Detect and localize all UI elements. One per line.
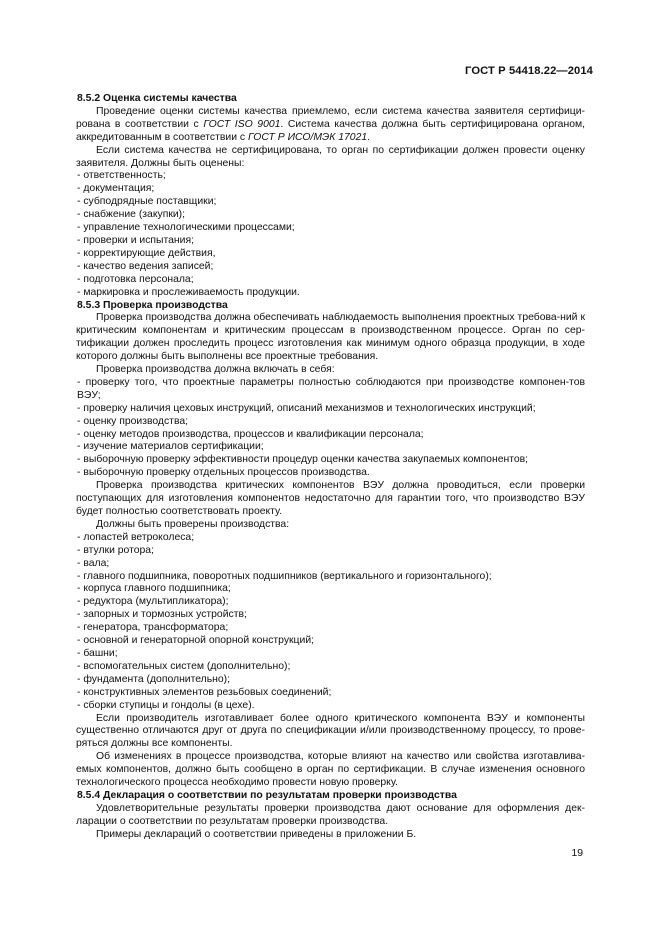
- list-item: - оценку производства;: [77, 415, 189, 427]
- section-heading-8-5-2: 8.5.2 Оценка системы качества: [77, 93, 237, 104]
- list-item: - корпуса главного подшипника;: [77, 583, 231, 595]
- list-item: - башни;: [77, 647, 118, 659]
- list-item: - документация;: [77, 183, 155, 195]
- list-item: - лопастей ветроколеса;: [77, 531, 195, 543]
- standard-reference: ГОСТ ISO 9001: [203, 118, 281, 130]
- paragraph: Если производитель изготавливает более одного критического компонента ВЭУ и компоненты существенно отличаются друг от друга по спецификации и/или производственному процессу, то прове-ряться должны все компоненты.: [76, 712, 585, 750]
- paragraph: Удовлетворительные результаты проверки производства дают основание для оформления дек-ларации о соответствии по результатам проверки производства.: [76, 802, 585, 827]
- list-item: - вала;: [77, 557, 110, 569]
- text-run: Проведение оценки системы качества приемлемо, если система качества заявителя сертифици-рована в соответствии с: [76, 105, 585, 130]
- list-item: - ответственность;: [77, 170, 166, 182]
- bullet-list: [76, 532, 585, 713]
- paragraph: Проверка производства должна включать в себя:: [96, 364, 335, 376]
- list-item: - генератора, трансформатора;: [77, 622, 229, 634]
- list-item: - управление технологическими процессами;: [77, 222, 295, 234]
- list-item: - запорных и тормозных устройств;: [77, 609, 247, 621]
- text-run: .: [367, 131, 371, 143]
- list-item: - выборочную проверку отдельных процессов производства.: [77, 467, 370, 479]
- list-item: - вспомогательных систем (дополнительно);: [77, 660, 291, 672]
- page-number: 19: [571, 848, 583, 859]
- list-item: - выборочную проверку эффективности процедур оценки качества закупаемых компонентов;: [77, 454, 529, 466]
- paragraph: Должны быть проверены производства:: [96, 518, 290, 530]
- list-item: - фундамента (дополнительно);: [77, 673, 231, 685]
- standard-reference: ГОСТ Р ИСО/МЭК 17021: [247, 131, 368, 143]
- paragraph: [76, 106, 585, 145]
- list-item: - корректирующие действия,: [77, 247, 216, 259]
- document-body: [76, 93, 585, 842]
- list-item: - изучение материалов сертификации;: [77, 441, 264, 453]
- paragraph: Примеры деклараций о соответствии приведены в приложении Б.: [96, 828, 417, 840]
- list-item: - субподрядные поставщики;: [77, 196, 217, 208]
- list-item: - конструктивных элементов резьбовых соединений;: [77, 686, 332, 698]
- list-item: - редуктора (мультипликатора);: [77, 596, 229, 608]
- list-item: - основной и генераторной опорной конструкций;: [77, 635, 315, 647]
- paragraph: Об изменениях в процессе производства, которые влияют на качество или свойства изготавлива-емых компонентов, должно быть сообщено в орган по сертификации. В случае изменения основного технологического процесса необходимо провести новую проверку.: [76, 751, 585, 789]
- paragraph: Проверка производства должна обеспечивать наблюдаемость выполнения проектных требова-ний к критическим компонентам и критическим процессам в производственном процессе. Орган по сер-тификации должен проследить процесс изготовления как минимум одного образца продукции, в ходе которого должны быть выполнены все проектные требования.: [76, 312, 585, 363]
- list-item: - втулки ротора;: [77, 544, 154, 556]
- list-item: - сборки ступицы и гондолы (в цехе).: [77, 699, 255, 711]
- bullet-list: [76, 170, 585, 299]
- list-item: - подготовка персонала;: [77, 273, 194, 285]
- paragraph: Если система качества не сертифицирована, то орган по сертификации должен провести оценку заявителя. Должны быть оценены:: [76, 144, 585, 169]
- section-heading-8-5-4: 8.5.4 Декларация о соответствии по результатам проверки производства: [77, 789, 457, 801]
- list-item: - маркировка и прослеживаемость продукции.: [77, 286, 300, 298]
- text-run: . Система качества должна быть сертифицирована органом, аккредитованным в соответствии с: [76, 118, 586, 143]
- list-item: - проверку того, что проектные параметры полностью соблюдаются при производстве компонен-тов ВЭУ;: [77, 376, 585, 401]
- list-item: - проверку наличия цеховых инструкций, описаний механизмов и технологических инструкций;: [77, 402, 536, 414]
- list-item: - оценку методов производства, процессов и квалификации персонала;: [77, 428, 424, 440]
- document-code-header: ГОСТ Р 54418.22—2014: [465, 65, 593, 77]
- paragraph: Проверка производства критических компонентов ВЭУ должна проводиться, если проверки поступающих для изготовления компонентов недостаточно для гарантии того, что производство ВЭУ будет полностью соответствовать проекту.: [76, 480, 585, 517]
- bullet-list: [76, 377, 585, 480]
- list-item: - качество ведения записей;: [77, 260, 214, 272]
- list-item: - проверки и испытания;: [77, 234, 194, 246]
- list-item: - главного подшипника, поворотных подшипников (вертикального и горизонтального);: [77, 570, 492, 582]
- section-heading-8-5-3: 8.5.3 Проверка производства: [77, 299, 228, 311]
- list-item: - снабжение (закупки);: [77, 209, 186, 221]
